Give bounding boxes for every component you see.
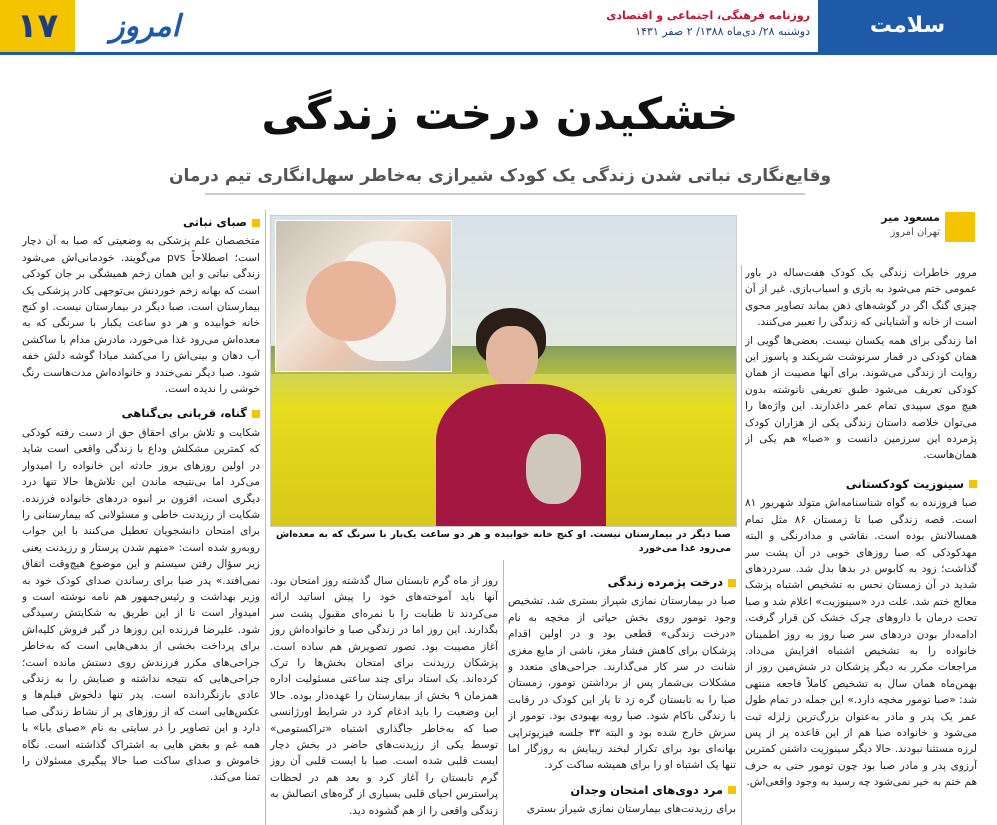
paragraph: برای رزیدنت‌های بیمارستان نمازی شیراز بستری	[526, 803, 736, 816]
column-left	[22, 210, 260, 825]
column-right	[745, 265, 977, 825]
column-middle-right	[508, 570, 736, 825]
child-sweater	[436, 384, 606, 526]
child-face	[486, 326, 538, 386]
stuffed-toy	[526, 434, 581, 504]
bullet-square-icon	[728, 579, 736, 587]
paragraph: صبا در بیمارستان نمازی شیراز بستری شد. تشخیص وجود تومور روی بخش حیاتی از مخچه به نام «درخت زندگی» قطعی بود و در اولین اقدام پزشکان برای کاهش فشار مغز، ناشی از مایع مغزی شانت در سر کار می‌گذارند. جراحی‌های متعدد و مشکلات بی‌شمار پس از برداشتن تومور، زمستان صبا را به تابستان گره زد تا یار این کودک در رقابت با زندگی ناکام شود. صبا روبه بهبودی بود. تومور از سرش خارج شده بود و البته ۳۳ جلسه فیزیوتراپی بهانه‌ای بود برای تکرار لبخند زیبایش به روزگار اما تنها یک اشتباه او را برای همیشه ساکت کرد.	[508, 595, 736, 772]
paragraph: متخصصان علم پزشکی به وضعیتی که صبا به آن دچار است؛ اصطلاحاً pvs می‌گویند. خودمانی‌اش می‌شود زندگی نباتی و این همان زخم همیشگی بر جان کودکی است که بهانه زخم خوردنش بی‌توجهی کادر پزشکی یک بیمارستان است. صبا دیگر در بیمارستان نیست. او کنج خانه خوابیده و هر دو ساعت یکبار با سرنگی که به معده‌اش می‌رود غذا می‌خورد، مادرش مدام با ساکشن آب دهان و بینی‌اش را می‌کشد مبادا گوشه دلش خفه شود. صبا دیگر نمی‌خندد و خانواده‌اش مدت‌هاست رنگ خوشی را ندیده است.	[22, 235, 260, 396]
bullet-square-icon	[252, 219, 260, 227]
subheading	[22, 214, 260, 230]
paragraph: مرور خاطرات زندگی یک کودک هفت‌ساله در باور عمومی ختم می‌شود به بازی و اسباب‌بازی. غیر از آن چیزی گنگ اگر در گوشه‌های ذهن بماند تصاویر محوی است از خانه و آشنایانی که زندگی را تعبیر می‌کنند.	[745, 267, 977, 329]
paragraph: اما زندگی برای همه یکسان نیست. بعضی‌ها گویی از همان کودکی در قمار سرنوشت شریکند و پاسوز این روایت از زندگی می‌شوند. برای آنها مصیبت از همان کودکی تعریف می‌شود طبق تعریفی نانوشته بدون هیچ موی سپیدی تمام عمر داغدارند. این واژه‌ها را می‌توان خلاصه داستان زندگی یکی از هزاران کودک پژمرده این سرزمین دانست و «صبا» هم یکی از همان‌هاست.	[745, 334, 977, 462]
subheading-text: درخت پژمرده زندگی	[607, 575, 723, 589]
bullet-square-icon	[969, 480, 977, 488]
column-middle-left	[270, 573, 498, 825]
paragraph: روز از ماه گرم تابستان سال گذشته روز امتحان بود. آنها باید آموخته‌های خود را پیش اساتید ارائه می‌کردند تا طبابت را با نمره‌ای مقبول پشت سر بگذارند. این روز اما در زندگی صبا و خانواده‌اش روز آغاز مصیبت بود. تصور تصویرش هم ساده است. پزشکان رزیدنت برای امتحان بخش‌ها را ترک کرده‌اند. یک استاد برای چند ساعتی مسئولیت اداره همزمان ۹ بخش از بیمارستان را عهده‌دار بوده. حالا این وضعیت را باید ادغام کرد در شرایط اورژانسی صبا که به‌خاطر جاگذاری اشتباه «تراکستومی» توسط یکی از رزیدنت‌های حاضر در بخش دچار ایست قلبی شده است. صبا با ایست قلبی آن روز گرم تابستان را آغاز کرد و بعد هم در لحظات پراسترس احیای قلبی بسیاری از گره‌های اتصالش به زندگی واقعی را از هم گشوده دید.	[270, 575, 498, 817]
subheading-text: صبای نباتی	[183, 215, 247, 229]
subheading-text: مرد دوی‌های امتحان وجدان	[570, 782, 723, 797]
edition-tagline: روزنامه فرهنگی، اجتماعی و اقتصادی	[606, 9, 810, 22]
article-photo	[270, 215, 737, 527]
author-name: مسعود میر	[881, 211, 940, 224]
subheading	[508, 782, 736, 798]
subheading	[22, 405, 260, 421]
edition-info	[565, 8, 810, 40]
subheading	[745, 476, 977, 492]
bullet-square-icon	[252, 410, 260, 418]
page-header	[0, 0, 997, 55]
column-divider	[503, 560, 504, 825]
page-number: ۱۷	[0, 0, 75, 52]
bullet-square-icon	[728, 786, 736, 794]
article-headline: خشکیدن درخت زندگی	[261, 89, 739, 140]
column-divider	[265, 210, 266, 825]
subheading-text: سینوزیت کودکستانی	[845, 476, 964, 491]
article-subheadline: وقایع‌نگاری نباتی شدن زندگی یک کودک شیرازی به‌خاطر سهل‌انگاری تیم درمان	[168, 166, 832, 186]
subheading	[508, 574, 736, 590]
column-divider	[741, 265, 742, 825]
author-marker	[945, 212, 975, 242]
edition-date: دوشنبه ۲۸/ دی‌ماه ۱۳۸۸/ ۲ صفر ۱۴۳۱	[635, 25, 810, 38]
paragraph: صبا فروزنده به گواه شناسنامه‌اش متولد شهریور ۸۱ است. قصه زندگی صبا تا زمستان ۸۶ مثل تمام همسالانش بوده است. نقاشی و مدادرنگی و البته مهدکودکی که صبا روزهای خوبی در آن پشت سر گذاشت؛ زود به کابوس در بدها بدل شد. سردردهای شدید در آن زمستان نحس به تشخیص اشتباه پزشک معالج ختم شد. علت درد «سینوزیت» اعلام شد و صبا تحت درمان با داروهای چرک خشک کن قرار گرفت. ادامه‌دار بودن دردهای سر صبا روز به روز اطمینان خانواده را به تشخیص اشتباه افزایش می‌داد. مراجعات مکرر به دیگر پزشکان در شش‌مین روز از بهمن‌ماه همان سال به تشخیص کاملاً فاجعه منتهی شد: «صبا تومور مخچه دارد.» این جمله در تمام طول عمر یک پدر و مادر به‌عنوان بزرگ‌ترین زلزله ثبت می‌شود و خانواده صبا هم از این قاعده پر از پس لرزه مستثنا نبودند. حالا دیگر سینوزیت داشتن کمترین آرزوی پدر و مادر صبا بود چون تومور حتی به حرف هم ختم به خیر نمی‌شود چه رسید به وجود واقعی‌اش.	[745, 497, 977, 789]
inset-photo-hospital	[275, 220, 452, 372]
subheading-text: گناه، قربانی بی‌گناهی	[121, 406, 247, 421]
photo-caption: صبا دیگر در بیمارستان نیست. او کنج خانه خوابیده و هر دو ساعت یک‌بار با سرنگ که به معده‌اش می‌رود غذا می‌خورد	[276, 529, 731, 554]
inset-child-face	[306, 261, 396, 341]
author-city: تهران امروز	[890, 227, 940, 238]
newspaper-logo: امروز	[110, 9, 180, 44]
paragraph: شکایت و تلاش برای احقاق حق از دست رفته کودکی که کمترین مشکلش وداع با زندگی واقعی است شاید در اولین روزهای بروز حادثه این خانواده را امیدوار می‌کرد اما بی‌نتیجه ماندن این تلاش‌ها حالا تنها درد دیگری است، افزون بر انبوه دردهای خانواده فرزنده. شکایت از رزیدنت خاطی و مسئولانی که بیمارستانی را برای امتحان دانشجویان تعطیل می‌کنند با این جواب روبه‌رو شده است: «متهم شدن پرستار و رزیدنت یعنی زیر سؤال رفتن سیستم و این موضوع هیچ‌وقت اتفاق نمی‌افتد.» پدر صبا برای رساندن صدای کودک خود به وزیر بهداشت و رئیس‌جمهور هم نامه نوشته است و امیدوار است تا از این طریق به شکایتش رسیدگی شود. علیرضا فرزنده این روزها در گیر فروش کلیه‌اش برای پرداخت بخشی از بدهی‌هایی است که به‌خاطر جراحی‌های مکرر فرزندش روی دستش مانده است؛ جراحی‌هایی که نتیجه نداشته و صبایش را به زندگی عادی بازنگردانده است. پدر تنها دلخوش فیلم‌ها و عکس‌هایی است که از روزهای پر از نشاط زندگی صبا دارد و این تصاویر را در سایتی به نام «صبای بابا» با همه غم و بغض هایی به اشتراک گذاشته است. نگاه خاموش و صدای ساکت صبا حالا پیگیری مسئولان را تمنا می‌کند.	[22, 426, 260, 784]
subheadline-underline	[205, 193, 805, 195]
section-title: سلامت	[818, 0, 997, 52]
author-block	[850, 210, 940, 240]
